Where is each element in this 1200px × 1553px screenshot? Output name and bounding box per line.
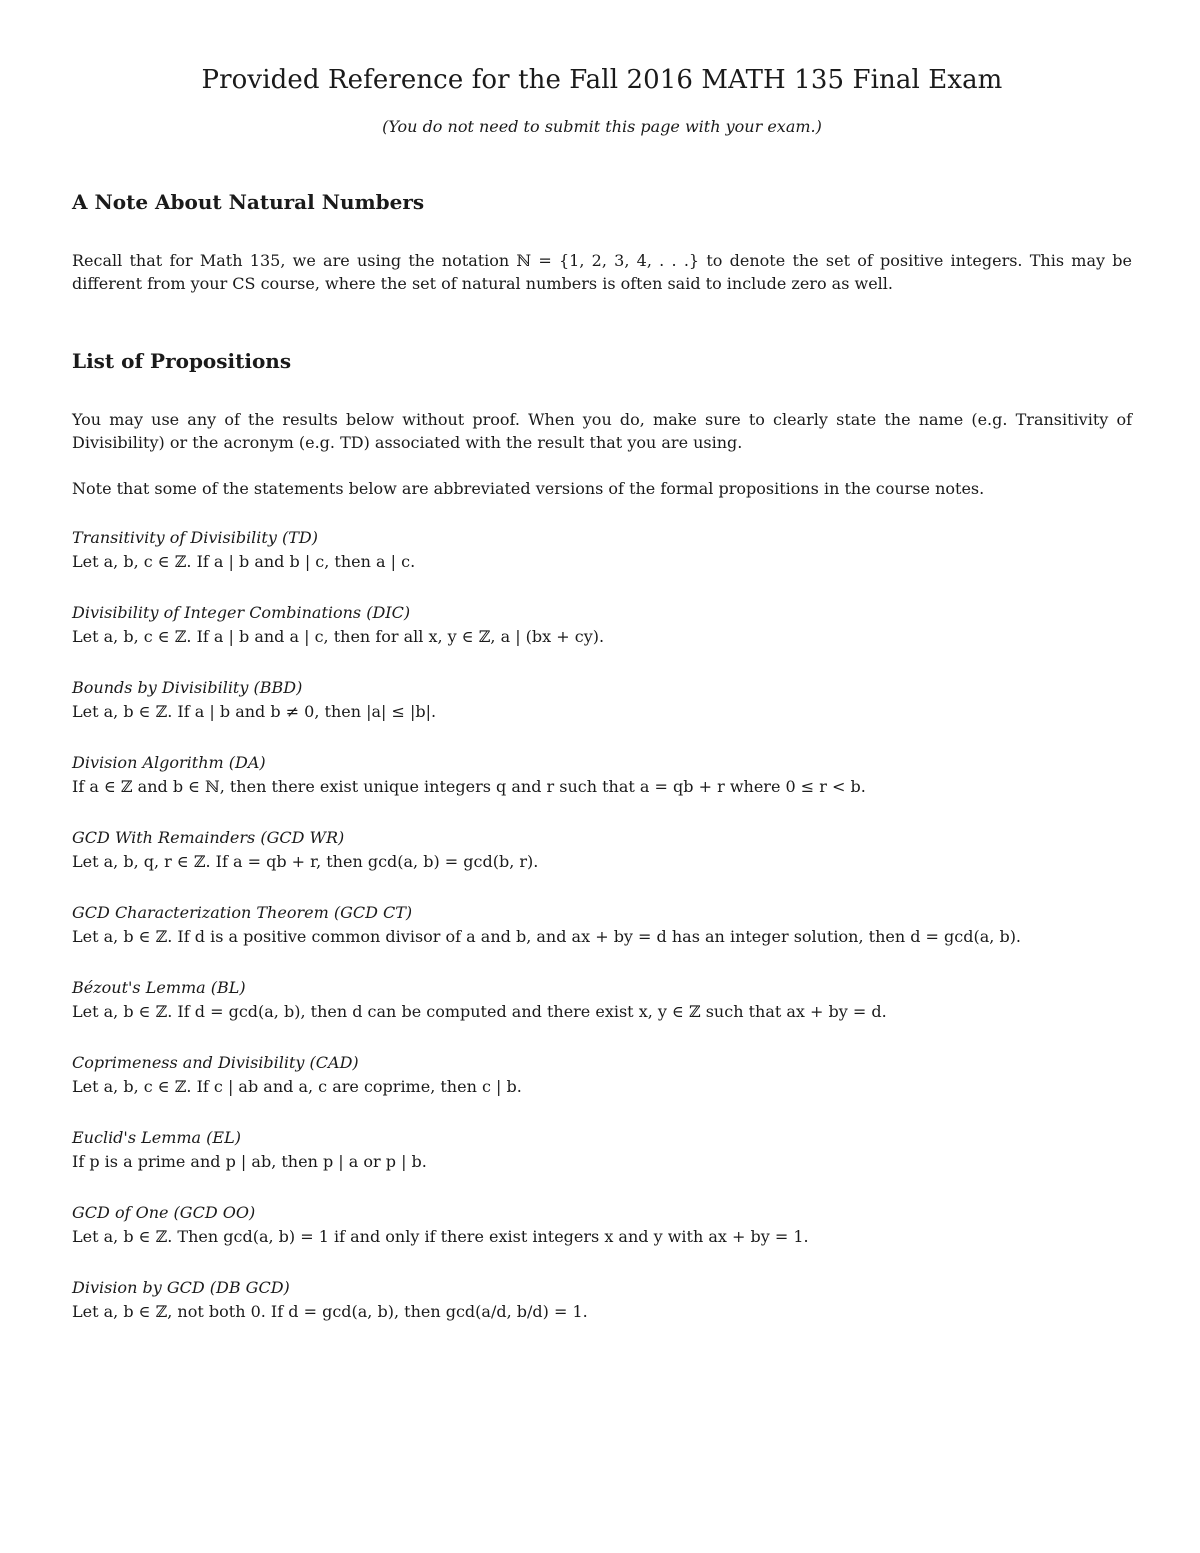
proposition-name: Bézout's Lemma (BL) xyxy=(72,978,246,997)
proposition-statement: Let a, b, q, r ∈ ℤ. If a = qb + r, then gcd(a, b) = gcd(b, r). xyxy=(72,852,539,871)
propositions-heading: List of Propositions xyxy=(72,349,292,373)
page-subtitle: (You do not need to submit this page with your exam.) xyxy=(382,117,822,136)
reference-page xyxy=(72,62,1132,1324)
proposition-name: Division Algorithm (DA) xyxy=(72,753,266,772)
proposition-statement: Let a, b ∈ ℤ, not both 0. If d = gcd(a, b), then gcd(a/d, b/d) = 1. xyxy=(72,1302,588,1321)
proposition-statement: Let a, b, c ∈ ℤ. If c | ab and a, c are coprime, then c | b. xyxy=(72,1077,522,1096)
proposition-statement: Let a, b, c ∈ ℤ. If a | b and a | c, then for all x, y ∈ ℤ, a | (bx + cy). xyxy=(72,627,605,646)
proposition-list xyxy=(72,526,1132,1324)
proposition-name: Divisibility of Integer Combinations (DIC) xyxy=(72,603,411,622)
proposition-name: Coprimeness and Divisibility (CAD) xyxy=(72,1053,359,1072)
page-title: Provided Reference for the Fall 2016 MATH 135 Final Exam xyxy=(201,65,1003,95)
proposition-item xyxy=(72,676,1132,724)
proposition-statement: Let a, b ∈ ℤ. If d is a positive common divisor of a and b, and ax + by = d has an integer solution, then d = gcd(a, b). xyxy=(72,927,1022,946)
natural-numbers-heading: A Note About Natural Numbers xyxy=(72,190,425,214)
proposition-item xyxy=(72,1276,1132,1324)
proposition-name: Transitivity of Divisibility (TD) xyxy=(72,528,318,547)
propositions-note-paragraph: Note that some of the statements below are abbreviated versions of the formal propositions in the course notes. xyxy=(72,479,985,498)
proposition-item xyxy=(72,976,1132,1024)
proposition-statement: Let a, b ∈ ℤ. If d = gcd(a, b), then d can be computed and there exist x, y ∈ ℤ such that ax + by = d. xyxy=(72,1002,887,1021)
proposition-name: Euclid's Lemma (EL) xyxy=(72,1128,241,1147)
proposition-statement: Let a, b ∈ ℤ. Then gcd(a, b) = 1 if and only if there exist integers x and y with ax + by = 1. xyxy=(72,1227,809,1246)
proposition-name: GCD of One (GCD OO) xyxy=(72,1203,256,1222)
proposition-name: GCD With Remainders (GCD WR) xyxy=(72,828,345,847)
proposition-name: GCD Characterization Theorem (GCD CT) xyxy=(72,903,413,922)
proposition-item xyxy=(72,1126,1132,1174)
propositions-intro-paragraph: You may use any of the results below without proof. When you do, make sure to clearly state the name (e.g. Transitivity of Divisibility) or the acronym (e.g. TD) associated with the result that you are using. xyxy=(72,410,1132,452)
proposition-name: Division by GCD (DB GCD) xyxy=(72,1278,290,1297)
proposition-statement: If a ∈ ℤ and b ∈ ℕ, then there exist unique integers q and r such that a = qb + r where 0 ≤ r < b. xyxy=(72,777,866,796)
proposition-item xyxy=(72,751,1132,799)
proposition-item xyxy=(72,901,1132,949)
proposition-item xyxy=(72,1201,1132,1249)
proposition-item xyxy=(72,1051,1132,1099)
proposition-name: Bounds by Divisibility (BBD) xyxy=(72,678,303,697)
proposition-statement: Let a, b, c ∈ ℤ. If a | b and b | c, then a | c. xyxy=(72,552,416,571)
proposition-statement: Let a, b ∈ ℤ. If a | b and b ≠ 0, then |a| ≤ |b|. xyxy=(72,702,437,721)
proposition-item xyxy=(72,601,1132,649)
natural-numbers-paragraph: Recall that for Math 135, we are using the notation ℕ = {1, 2, 3, 4, . . .} to denote the set of positive integers. This may be different from your CS course, where the set of natural numbers is often said to include zero as well. xyxy=(72,251,1132,293)
proposition-item xyxy=(72,526,1132,574)
proposition-statement: If p is a prime and p | ab, then p | a or p | b. xyxy=(72,1152,427,1171)
proposition-item xyxy=(72,826,1132,874)
